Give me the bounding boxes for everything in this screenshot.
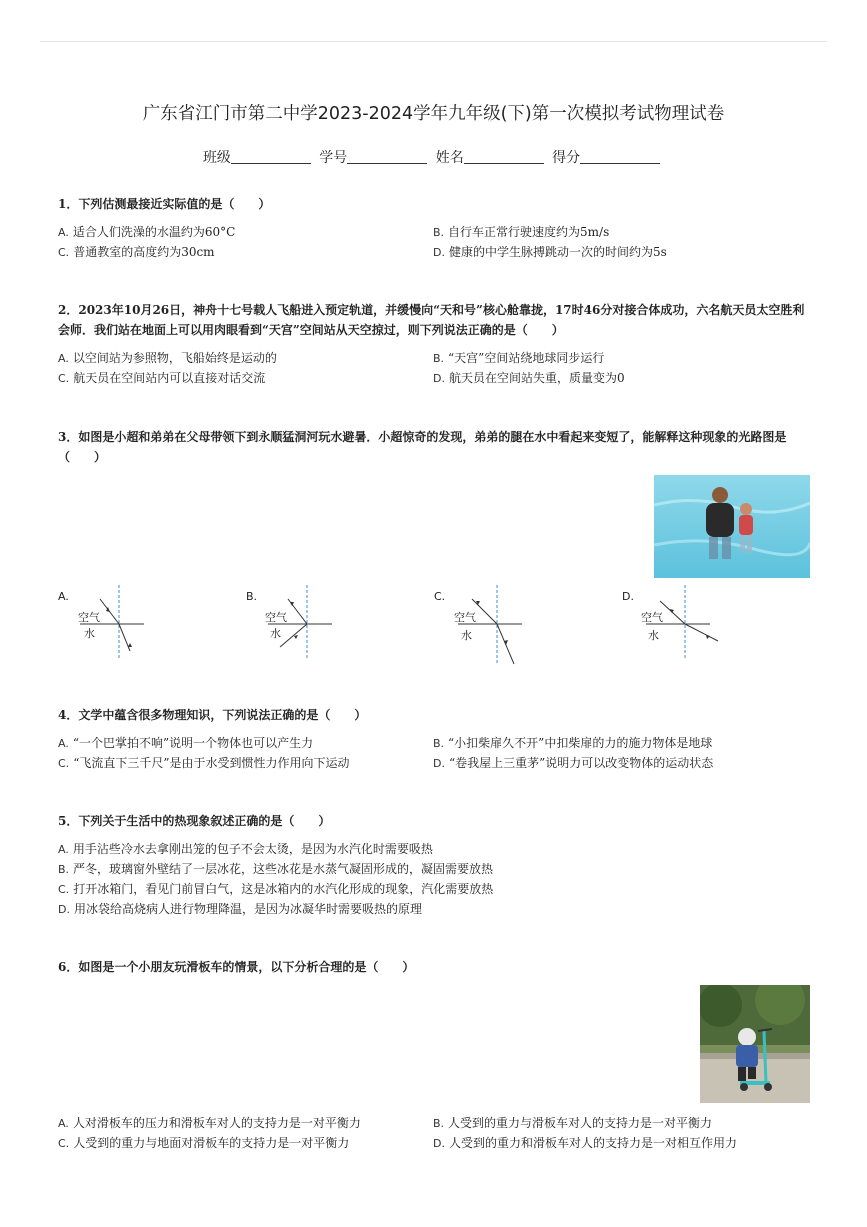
swimming-photo [654, 475, 810, 578]
q3-diagram-b[interactable] [258, 585, 348, 665]
question-4-stem: 4．文学中蕴含很多物理知识，下列说法正确的是（ ） [58, 708, 367, 722]
q3-option-b-letter[interactable]: B. [246, 590, 258, 603]
score-blank[interactable] [580, 149, 660, 164]
q5-option-b[interactable]: B. 严冬，玻璃窗外壁结了一层冰花，这些冰花是水蒸气凝固形成的，凝固需要放热 [58, 862, 494, 876]
q3-b-water-label: 水 [270, 627, 281, 640]
question-1-stem: 1．下列估测最接近实际值的是（ ） [58, 197, 271, 211]
number-label: 学号 [319, 150, 348, 166]
q1-option-d[interactable]: D. 健康的中学生脉搏跳动一次的时间约为5s [433, 245, 667, 259]
question-3-stem: 3．如图是小超和弟弟在父母带领下到永顺猛洞河玩水避暑．小超惊奇的发现，弟弟的腿在水中看起来变短了，能解释这种现象的光路图是（ ） [58, 430, 787, 464]
score-label: 得分 [552, 150, 581, 166]
q4-option-c[interactable]: C. “飞流直下三千尺”是由于水受到惯性力作用向下运动 [58, 756, 350, 770]
q3-d-water-label: 水 [648, 629, 659, 642]
question-6-stem: 6．如图是一个小朋友玩滑板车的情景，以下分析合理的是（ ） [58, 960, 415, 974]
q3-a-air-label: 空气 [78, 611, 100, 624]
q3-option-c-letter[interactable]: C. [434, 590, 446, 603]
student-info-line [0, 147, 867, 167]
q1-option-b[interactable]: B. 自行车正常行驶速度约为5m/s [433, 225, 610, 239]
q3-c-air-label: 空气 [454, 611, 476, 624]
q6-option-b[interactable]: B. 人受到的重力与滑板车对人的支持力是一对平衡力 [433, 1116, 713, 1130]
q5-option-d[interactable]: D. 用冰袋给高烧病人进行物理降温，是因为冰凝华时需要吸热的原理 [58, 902, 422, 916]
q3-diagram-c[interactable] [448, 585, 538, 665]
scooter-photo [700, 985, 810, 1103]
class-label: 班级 [202, 150, 231, 166]
top-divider [40, 41, 827, 42]
q3-a-water-label: 水 [84, 627, 95, 640]
q2-option-b[interactable]: B. “天宫”空间站绕地球同步运行 [433, 351, 605, 365]
name-blank[interactable] [464, 149, 544, 164]
q6-option-a[interactable]: A. 人对滑板车的压力和滑板车对人的支持力是一对平衡力 [58, 1116, 361, 1130]
question-5-stem: 5．下列关于生活中的热现象叙述正确的是（ ） [58, 814, 331, 828]
q3-c-water-label: 水 [461, 629, 472, 642]
class-blank[interactable] [231, 149, 311, 164]
q4-option-a[interactable]: A. “一个巴掌拍不响”说明一个物体也可以产生力 [58, 736, 314, 750]
q5-option-a[interactable]: A. 用手沾些冷水去拿刚出笼的包子不会太烫，是因为水汽化时需要吸热 [58, 842, 433, 856]
q4-option-d[interactable]: D. “卷我屋上三重茅”说明力可以改变物体的运动状态 [433, 756, 714, 770]
q3-d-air-label: 空气 [641, 611, 663, 624]
q6-option-d[interactable]: D. 人受到的重力和滑板车对人的支持力是一对相互作用力 [433, 1136, 737, 1150]
q2-option-d[interactable]: D. 航天员在空间站失重，质量变为0 [433, 371, 625, 385]
number-blank[interactable] [347, 149, 427, 164]
q1-option-c[interactable]: C. 普通教室的高度约为30cm [58, 245, 215, 259]
q3-option-a-letter[interactable]: A. [58, 590, 69, 603]
q1-option-a[interactable]: A. 适合人们洗澡的水温约为60°C [58, 225, 236, 239]
question-2-stem: 2．2023年10月26日，神舟十七号载人飞船进入预定轨道，并缓慢向“天和号”核心舱靠拢，17时46分对接合体成功，六名航天员太空胜利会师．我们站在地面上可以用肉眼看到“天宫”空间站从天空掠过，则下列说法正确的是（ ） [58, 303, 805, 337]
q2-option-a[interactable]: A. 以空间站为参照物，飞船始终是运动的 [58, 351, 277, 365]
q4-option-b[interactable]: B. “小扣柴扉久不开”中扣柴扉的力的施力物体是地球 [433, 736, 713, 750]
q3-diagram-d[interactable] [636, 585, 726, 665]
name-label: 姓名 [435, 150, 464, 166]
page-title: 广东省江门市第二中学2023-2024学年九年级(下)第一次模拟考试物理试卷 [142, 104, 725, 124]
q2-option-c[interactable]: C. 航天员在空间站内可以直接对话交流 [58, 371, 266, 385]
q3-diagram-a[interactable] [70, 585, 160, 665]
q6-option-c[interactable]: C. 人受到的重力与地面对滑板车的支持力是一对平衡力 [58, 1136, 350, 1150]
q3-option-d-letter[interactable]: D. [622, 590, 634, 603]
q5-option-c[interactable]: C. 打开冰箱门，看见门前冒白气，这是冰箱内的水汽化形成的现象，汽化需要放热 [58, 882, 494, 896]
q3-b-air-label: 空气 [265, 611, 287, 624]
